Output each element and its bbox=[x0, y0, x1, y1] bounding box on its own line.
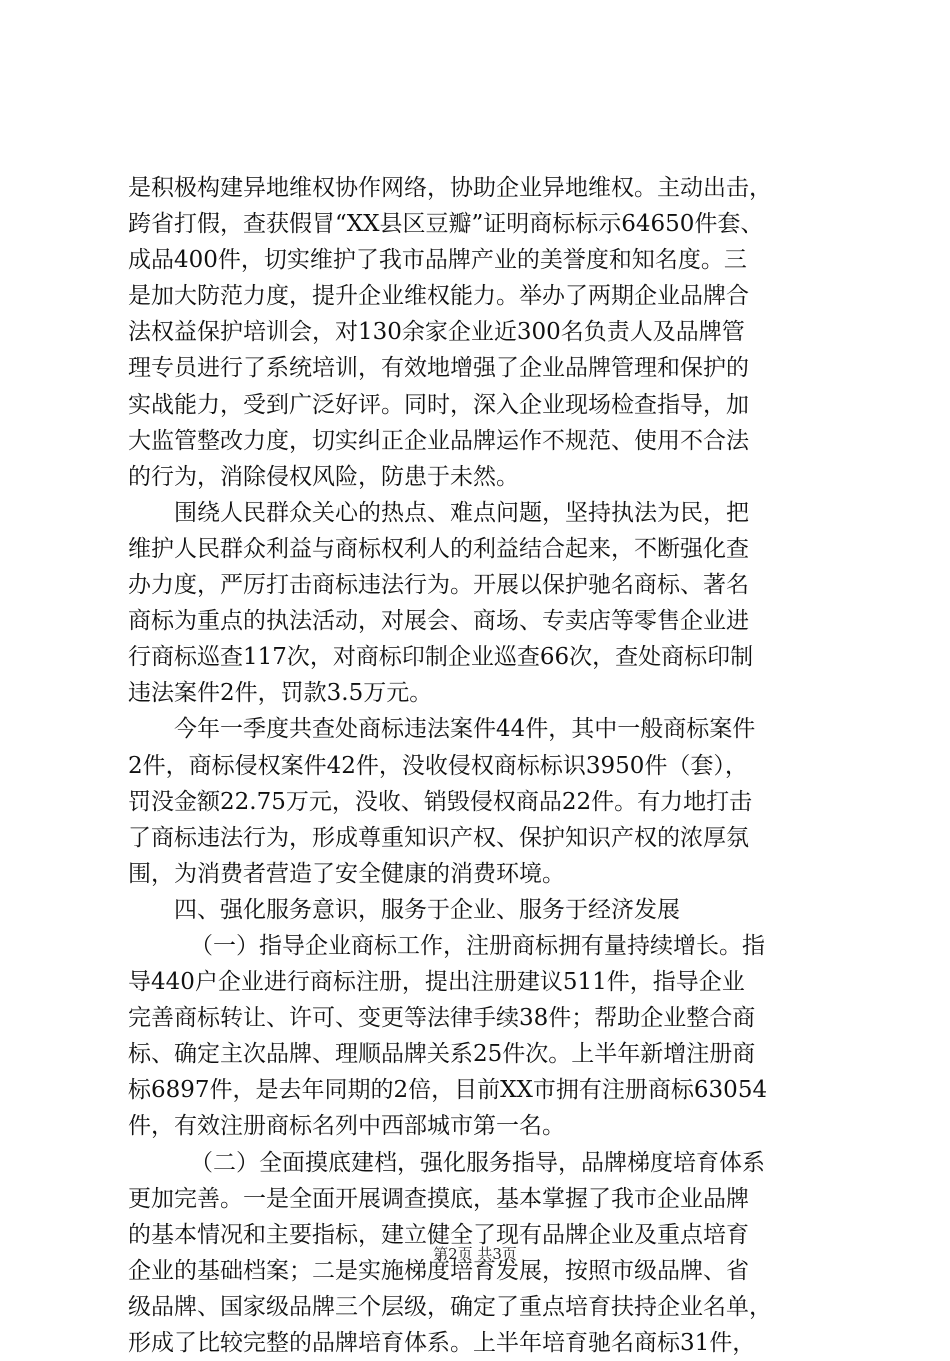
text-line: 法权益保护培训会，对130余家企业近300名负责人及品牌管 bbox=[128, 319, 745, 346]
text-line: 商标为重点的执法活动，对展会、商场、专卖店等零售企业进 bbox=[128, 608, 749, 635]
text-line: 完善商标转让、许可、变更等法律手续38件；帮助企业整合商 bbox=[128, 1005, 756, 1032]
text-line: 成品400件，切实维护了我市品牌产业的美誉度和知名度。三 bbox=[128, 247, 747, 274]
text-line: 办力度，严厉打击商标违法行为。开展以保护驰名商标、著名 bbox=[128, 572, 749, 599]
text-line: 行商标巡查117次，对商标印制企业巡查66次，查处商标印制 bbox=[128, 644, 754, 671]
text-line: 是积极构建异地维权协作网络，协助企业异地维权。主动出击， bbox=[128, 175, 772, 201]
page-number-footer: 第2页 共3页 bbox=[433, 1245, 517, 1263]
text-line: 导440户企业进行商标注册，提出注册建议511件，指导企业 bbox=[128, 969, 745, 996]
text-line: 违法案件2件，罚款3.5万元。 bbox=[128, 680, 433, 707]
paragraph-first-line: 今年一季度共查处商标违法案件44件，其中一般商标案件 bbox=[174, 716, 756, 743]
text-line: 理专员进行了系统培训，有效地增强了企业品牌管理和保护的 bbox=[128, 355, 749, 382]
text-line: 罚没金额22.75万元，没收、销毁侵权商品22件。有力地打击 bbox=[128, 788, 753, 815]
text-line: 的基本情况和主要指标，建立健全了现有品牌企业及重点培育 bbox=[128, 1221, 749, 1248]
text-line: 是加大防范力度，提升企业维权能力。举办了两期企业品牌合 bbox=[128, 283, 749, 310]
section-heading: 四、强化服务意识，服务于企业、服务于经济发展 bbox=[174, 896, 680, 923]
text-line: 标6897件，是去年同期的2倍，目前XX市拥有注册商标63054 bbox=[128, 1077, 768, 1104]
text-line: 标、确定主次品牌、理顺品牌关系25件次。上半年新增注册商 bbox=[128, 1041, 756, 1068]
text-line: 了商标违法行为，形成尊重知识产权、保护知识产权的浓厚氛 bbox=[128, 824, 749, 851]
text-line: 企业的基础档案；二是实施梯度培育发展，按照市级品牌、省 bbox=[128, 1257, 749, 1284]
text-line: 围，为消费者营造了安全健康的消费环境。 bbox=[128, 860, 565, 887]
text-line: 的行为，消除侵权风险，防患于未然。 bbox=[128, 463, 519, 490]
text-line: 形成了比较完整的品牌培育体系。上半年培育驰名商标31件， bbox=[128, 1330, 756, 1356]
subsection-first-line: （二）全面摸底建档，强化服务指导，品牌梯度培育体系 bbox=[190, 1149, 765, 1176]
paragraph-first-line: 围绕人民群众关心的热点、难点问题，坚持执法为民，把 bbox=[174, 499, 749, 526]
text-line: 跨省打假，查获假冒“XX县区豆瓣”证明商标标示64650件套、 bbox=[128, 211, 764, 238]
text-line: 维护人民群众利益与商标权利人的利益结合起来，不断强化查 bbox=[128, 535, 749, 562]
text-line: 更加完善。一是全面开展调查摸底，基本掌握了我市企业品牌 bbox=[128, 1185, 749, 1212]
text-line: 大监管整改力度，切实纠正企业品牌运作不规范、使用不合法 bbox=[128, 427, 749, 454]
text-line: 实战能力，受到广泛好评。同时，深入企业现场检查指导，加 bbox=[128, 391, 749, 418]
text-line: 2件，商标侵权案件42件，没收侵权商标标识3950件（套）， bbox=[128, 752, 748, 779]
subsection-first-line: （一）指导企业商标工作，注册商标拥有量持续增长。指 bbox=[190, 932, 765, 959]
document-body bbox=[128, 170, 838, 1361]
text-line: 级品牌、国家级品牌三个层级，确定了重点培育扶持企业名单， bbox=[128, 1293, 772, 1320]
text-line: 件，有效注册商标名列中西部城市第一名。 bbox=[128, 1113, 565, 1140]
